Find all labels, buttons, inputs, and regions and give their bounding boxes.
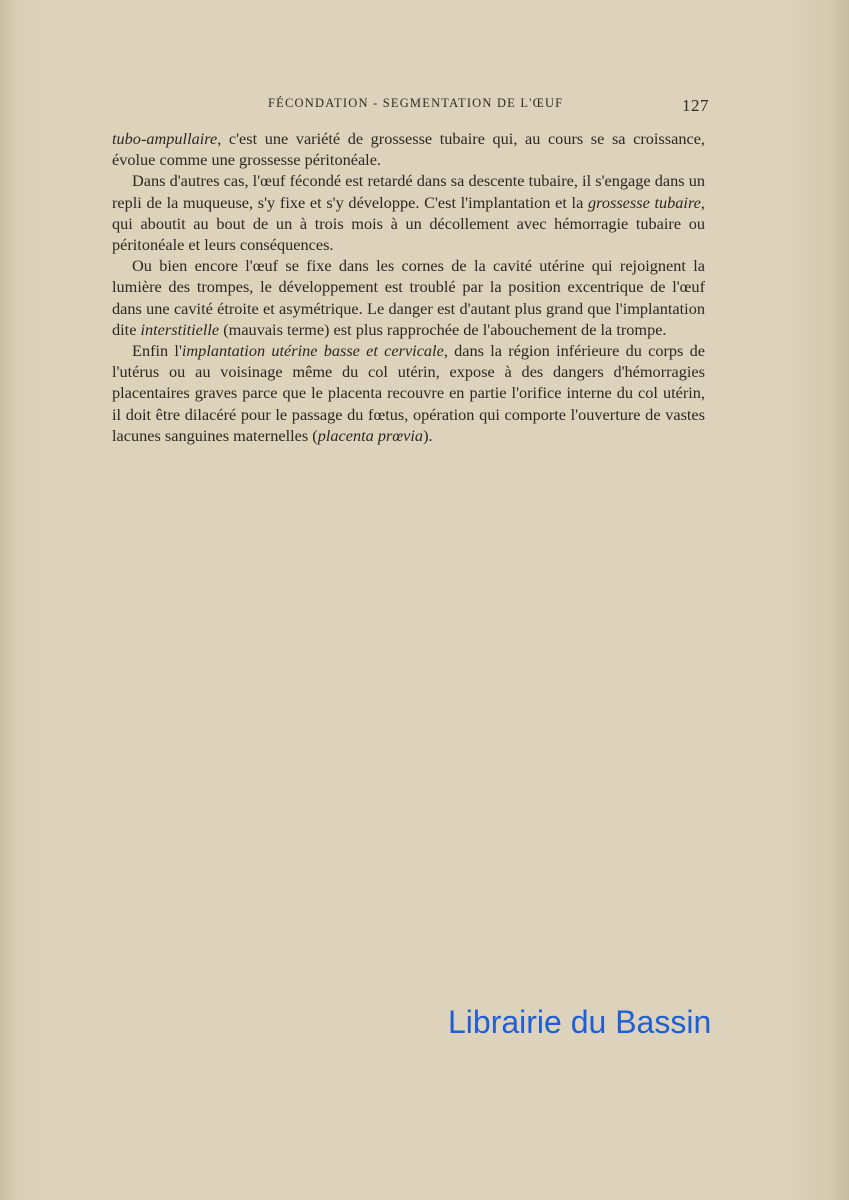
paragraph (112, 170, 705, 255)
italic-term: tubo-ampullaire (112, 129, 218, 148)
italic-term: implantation utérine basse et cervicale (181, 341, 444, 361)
text-run: (mauvais terme) est plus rapprochée de l'abouchement de la trompe. (219, 319, 667, 339)
watermark: Librairie du Bassin (448, 1004, 712, 1040)
paragraph (112, 128, 705, 170)
page-header (110, 92, 710, 116)
text-run: ). (423, 425, 433, 445)
text-run: , dans la région inférieure du corps de l'utérus ou au voisinage même du col utérin, expose à des dangers d'hémorragies placentaires graves parce que le placenta recouvre en partie l'orifice interne du col utérin, il doit être dilacéré pour le passage du fœtus, opération qui comporte l'ouverture de vastes lacunes sanguines maternelles ( (112, 341, 706, 445)
paragraph (112, 340, 705, 446)
body-text (112, 128, 705, 446)
text-run: Enfin l' (132, 341, 182, 361)
text-run: Ou bien encore l'œuf se fixe dans les cornes de la cavité utérine qui rejoignent la lumière des trompes, le développement est troublé par la position excentrique de l'œuf dans une cavité étroite et asymétrique. Le danger est d'autant plus grand que l'implantation dite (112, 256, 705, 339)
text-run: , c'est une variété de grossesse tubaire qui, au cours se sa croissance, évolue comme une grossesse péritonéale. (112, 129, 705, 170)
page-number: 127 (682, 96, 709, 115)
italic-term: grossesse tubaire (587, 192, 701, 212)
italic-term: interstitielle (140, 319, 220, 339)
text-run: , qui aboutit au bout de un à trois mois à un décollement avec hémorragie tubaire ou péritonéale et leurs conséquences. (112, 192, 705, 255)
paragraph (112, 255, 705, 340)
text-run: Dans d'autres cas, l'œuf fécondé est retardé dans sa descente tubaire, il s'engage dans un repli de la muqueuse, s'y fixe et s'y développe. C'est l'implantation et la (112, 171, 705, 212)
running-title: FÉCONDATION - SEGMENTATION DE L'ŒUF (268, 96, 564, 110)
italic-term: placenta prœvia (317, 425, 424, 445)
